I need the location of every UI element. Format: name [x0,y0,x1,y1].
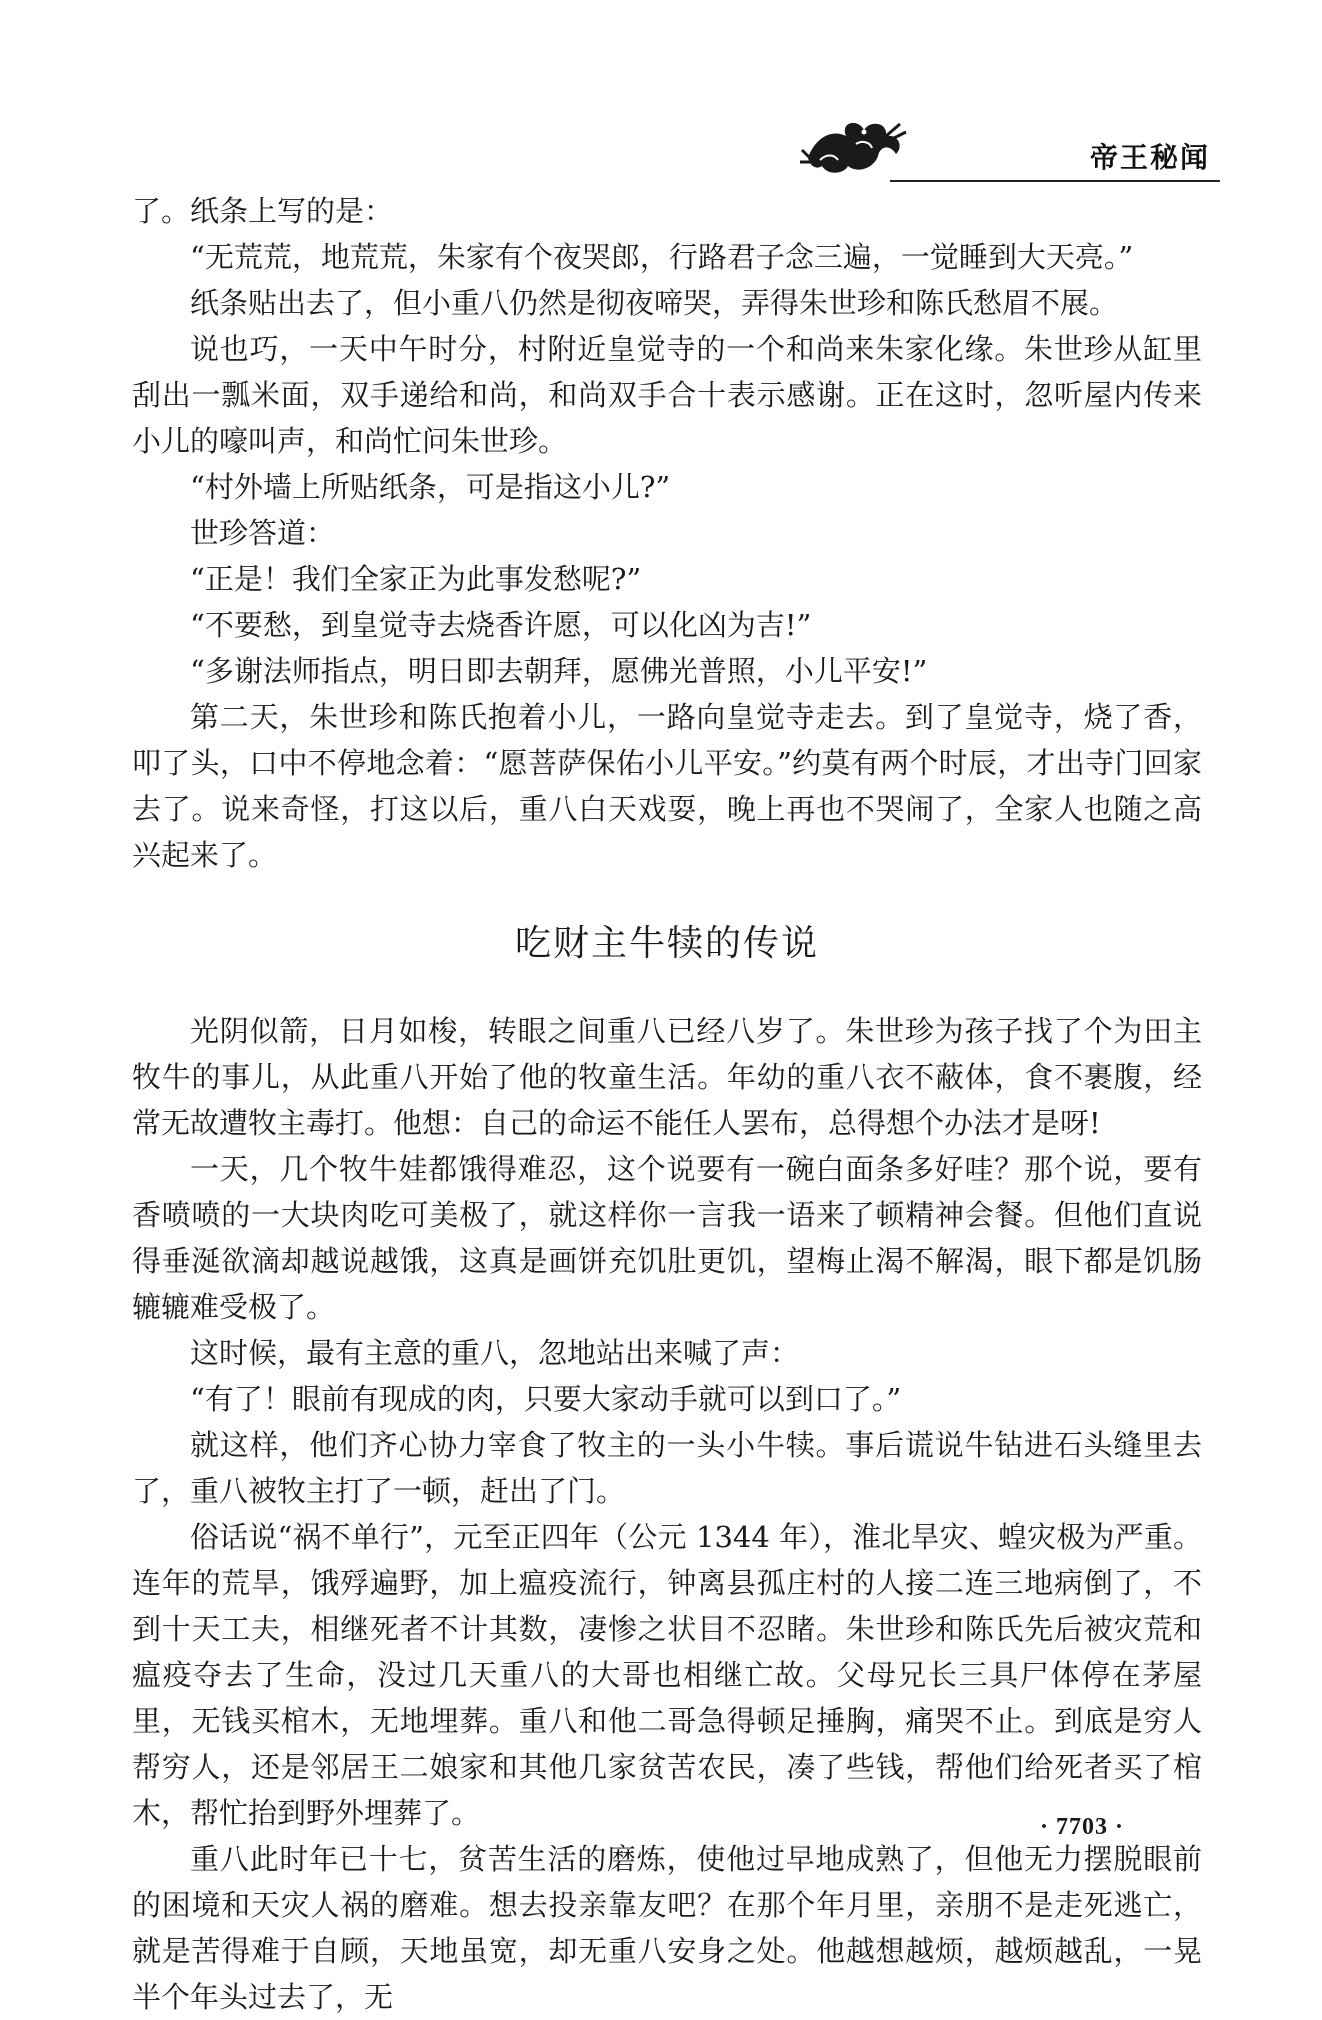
paragraph: 俗话说“祸不单行”，元至正四年（公元 1344 年），淮北旱灾、蝗灾极为严重。连年的荒旱，饿殍遍野，加上瘟疫流行，钟离县孤庄村的人接二连三地病倒了，不到十天工夫，相继死者不计其数，凄惨之状目不忍睹。朱世珍和陈氏先后被灾荒和瘟疫夺去了生命，没过几天重八的大哥也相继亡故。父母兄长三具尸体停在茅屋里，无钱买棺木，无地埋葬。重八和他二哥急得顿足捶胸，痛哭不止。到底是穷人帮穷人，还是邻居王二娘家和其他几家贫苦农民，凑了些钱，帮他们给死者买了棺木，帮忙抬到野外埋葬了。 [132,1520,1202,1830]
paragraph: “不要愁，到皇觉寺去烧香许愿，可以化凶为吉!” [190,608,812,642]
header-rule [890,180,1220,182]
paragraph: 光阴似箭，日月如梭，转眼之间重八已经八岁了。朱世珍为孩子找了个为田主牧牛的事儿，从此重八开始了他的牧童生活。年幼的重八衣不蔽体，食不裹腹，经常无故遭牧主毒打。他想：自己的命运不能任人罢布，总得想个办法才是呀! [132,1014,1202,1140]
paragraph: “有了！眼前有现成的肉，只要大家动手就可以到口了。” [190,1382,902,1416]
paragraph: 世珍答道： [190,516,336,550]
section-title: 吃财主牛犊的传说 [514,923,819,964]
paragraph: 这时候，最有主意的重八，忽地站出来喊了声： [190,1336,800,1370]
running-header-title: 帝王秘闻 [1089,141,1210,174]
paragraph: “正是！我们全家正为此事发愁呢?” [190,562,642,596]
paragraph: 纸条贴出去了，但小重八仍然是彻夜啼哭，弄得朱世珍和陈氏愁眉不展。 [190,286,1119,320]
page-header [760,108,1220,188]
page-body [132,188,1202,2020]
paragraph: 就这样，他们齐心协力宰食了牧主的一头小牛犊。事后谎说牛钻进石头缝里去了，重八被牧主打了一顿，赶出了门。 [132,1428,1202,1508]
paragraph: 一天，几个牧牛娃都饿得难忍，这个说要有一碗白面条多好哇？那个说，要有香喷喷的一大块肉吃可美极了，就这样你一言我一语来了顿精神会餐。但他们直说得垂涎欲滴却越说越饿，这真是画饼充饥肚更饥，望梅止渴不解渴，眼下都是饥肠辘辘难受极了。 [132,1152,1202,1324]
paragraph: 了。纸条上写的是： [132,194,394,228]
dragon-emblem-icon [800,114,910,180]
paragraph: “多谢法师指点，明日即去朝拜，愿佛光普照，小儿平安!” [190,654,928,688]
paragraph: “无荒荒，地荒荒，朱家有个夜哭郎，行路君子念三遍，一觉睡到大天亮。” [190,240,1134,274]
paragraph: “村外墙上所贴纸条，可是指这小儿?” [190,470,671,504]
paragraph: 说也巧，一天中午时分，村附近皇觉寺的一个和尚来朱家化缘。朱世珍从缸里刮出一瓢米面，双手递给和尚，和尚双手合十表示感谢。正在这时，忽听屋内传来小儿的嚎叫声，和尚忙问朱世珍。 [132,332,1202,458]
page-number: · 7703 · [1040,1814,1125,1840]
paragraph: 重八此时年已十七，贫苦生活的磨炼，使他过早地成熟了，但他无力摆脱眼前的困境和天灾人祸的磨难。想去投亲靠友吧？在那个年月里，亲朋不是走死逃亡，就是苦得难于自顾，天地虽宽，却无重八安身之处。他越想越烦，越烦越乱，一晃半个年头过去了，无 [132,1842,1202,2014]
paragraph: 第二天，朱世珍和陈氏抱着小儿，一路向皇觉寺走去。到了皇觉寺，烧了香，叩了头，口中不停地念着：“愿菩萨保佑小儿平安。”约莫有两个时辰，才出寺门回家去了。说来奇怪，打这以后，重八白天戏耍，晚上再也不哭闹了，全家人也随之高兴起来了。 [132,700,1202,872]
